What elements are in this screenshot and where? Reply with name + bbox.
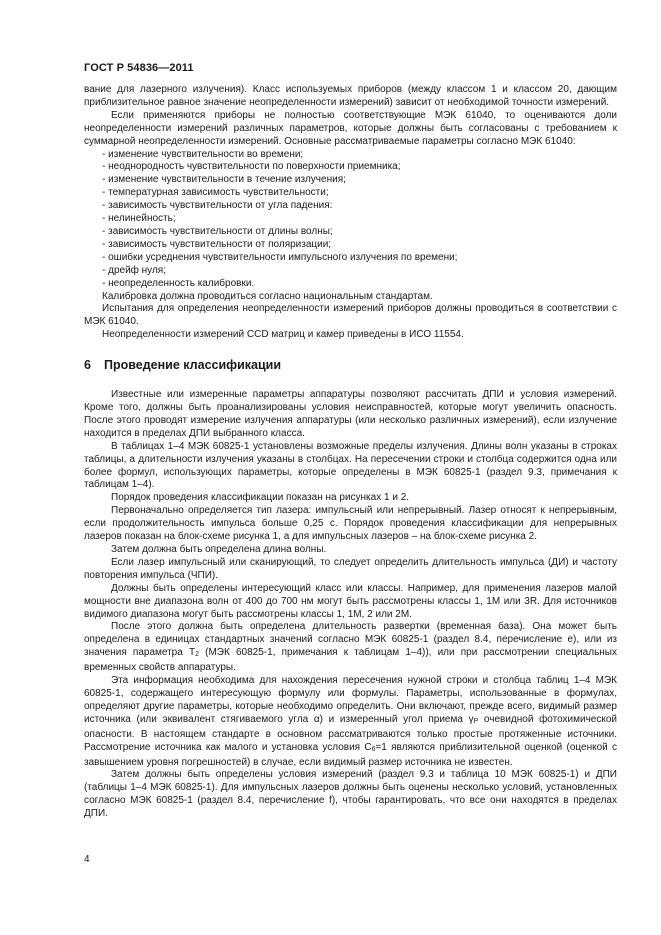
paragraph-order: Порядок проведения классификации показан на рисунках 1 и 2. [111, 492, 410, 504]
list-item: - температурная зависимость чувствительности; [102, 187, 329, 199]
paragraph-iec-61040: Если применяются приборы не полностью соответствующие МЭК 61040, то оцениваются доли неопределенности измерений различных параметров, которые должны быть согласованы с требованием к суммарной неопределенности измерений. Основные рассматриваемые параметры согласно МЭК 61040: [84, 109, 617, 147]
paragraph-intersection [84, 675, 617, 769]
paragraph-ccd: Неопределенности измерений CCD матриц и камер приведены в ИСО 11554. [102, 329, 464, 341]
text-run: очевидной фотохимической опасности. В настоящем стандарте в основном рассматриваются только простые протяженные источники. Рассмотрение источника как малого и установка условия C [84, 713, 618, 753]
parameters-list [84, 149, 617, 291]
paragraph-pulse: Если лазер импульсный или сканирующий, то следует определить длительность импульса (ДИ) и частоту повторения импульса (ЧПИ). [84, 556, 617, 581]
paragraph-calibration: Калибровка должна проводиться согласно национальным стандартам. [102, 290, 433, 302]
paragraph-known-params: Известные или измеренные параметры аппаратуры позволяют рассчитать ДПИ и условия измерений. Кроме того, должны быть проанализированы условия неисправностей, которые могут увеличить опасность. После этого проводят измерение излучения аппаратуры (или несколько различных измерений), если излучение находится в пределах ДПИ выбранного класса. [84, 389, 617, 439]
subscript: 2 [195, 651, 199, 659]
text-run: (МЭК 60825-1, примечания к таблицам 1–4)), или при рассмотрении специальных временных свойств аппаратуры. [84, 647, 617, 674]
paragraph-classes: Должны быть определены интересующий класс или классы. Например, для применения лазеров малой мощности вне диапазона волн от 400 до 700 нм могут быть рассмотрены классы 1, 1М или 3R. Для источников видимого диапазона могут быть рассмотрены классы 1, 1М, 2 или 2М. [84, 582, 617, 620]
list-item: - неоднородность чувствительности по поверхности приемника; [102, 161, 401, 173]
list-item: - зависимость чувствительности от длины волны; [102, 225, 333, 237]
section-number: 6 [84, 358, 91, 373]
paragraph-measurement-conditions: Затем должны быть определены условия измерений (раздел 9.3 и таблица 10 МЭК 60825-1) и ДПИ (таблицы 1–4 МЭК 60825-1). Для импульсных лазеров должны быть оценены несколько условий, установленных согласно МЭК 60825-1 (раздел 8.4, перечисление f), чтобы гарантировать, что все они находятся в пределах ДПИ. [84, 769, 617, 820]
section-title: Проведение классификации [104, 358, 282, 373]
list-item: - изменение чувствительности в течение излучения; [102, 174, 346, 186]
paragraph-time-base [84, 621, 617, 675]
paragraph-wavelength: Затем должна быть определена длина волны. [111, 544, 327, 555]
list-item: - зависимость чувствительности от угла падения: [102, 200, 333, 212]
text-run: Эта информация необходима для нахождения пересечения нужной строки и столбца таблиц 1–4 МЭК 60825-1, содержащего интересующую формулу или формулы. Параметры, использованные в формулах, определяют другие параметры, которые необходимо определить. Они включают, прежде всего, видимый размер источника (или эквивалент стягиваемого угла α) и измеренный угол приема γ [84, 675, 617, 725]
list-item: - зависимость чувствительности от поляризации; [102, 238, 332, 250]
paragraph-laser-type: Первоначально определяется тип лазера: импульсный или непрерывный. Лазер относят к непрерывным, если продолжительность импульса больше 0,25 с. Порядок проведения классификации для непрерывных лазеров показан на блок-схеме рисунка 1, а для импульсных лазеров – на блок-схеме рисунка 2. [84, 505, 617, 543]
list-item: - ошибки усреднения чувствительности импульсного излучения по времени; [102, 251, 458, 263]
document-body [84, 84, 617, 821]
text-run: После этого должна быть определена длительность развертки (временная база). Она может быть определена в единицах стандартных значений согласно МЭК 60825-1 (раздел 8.4, перечисление е), или из значения параметра T [84, 621, 617, 659]
list-item: - нелинейность; [102, 213, 176, 225]
section-heading [84, 358, 617, 372]
paragraph-continuation: вание для лазерного излучения). Класс используемых приборов (между классом 1 и классом 20, дающим приблизительное равное значение неопределенности измерений) зависит от необходимой точности измерений. [84, 84, 617, 108]
paragraph-tables-limits: В таблицах 1–4 МЭК 60825-1 установлены возможные пределы излучения. Длины волн указаны в строках таблицы, а длительности излучения указаны в столбцах. На пересечении строки и столбца содержится одна или более формул, использующих параметры, которые определены в МЭК 60825-1 (раздел 9.3, примечания к таблицам 1–4). [84, 440, 617, 491]
document-code-header: ГОСТ Р 54836—2011 [84, 62, 194, 74]
list-item: - изменение чувствительности во времени; [102, 148, 304, 160]
text-run: =1 являются приблизительной оценкой (оценкой с завышением уровня погрешностей) в случае, если видимый размер источника не известен. [84, 741, 617, 768]
list-item: - неопределенность калибровки. [102, 277, 255, 289]
subscript: P [473, 717, 479, 725]
subscript: 6 [371, 745, 376, 753]
list-item: - дрейф нуля; [102, 264, 166, 276]
paragraph-testing: Испытания для определения неопределенности измерений приборов должны проводиться в соответствии с МЭК 61040. [84, 303, 617, 328]
page-number: 4 [84, 854, 90, 865]
